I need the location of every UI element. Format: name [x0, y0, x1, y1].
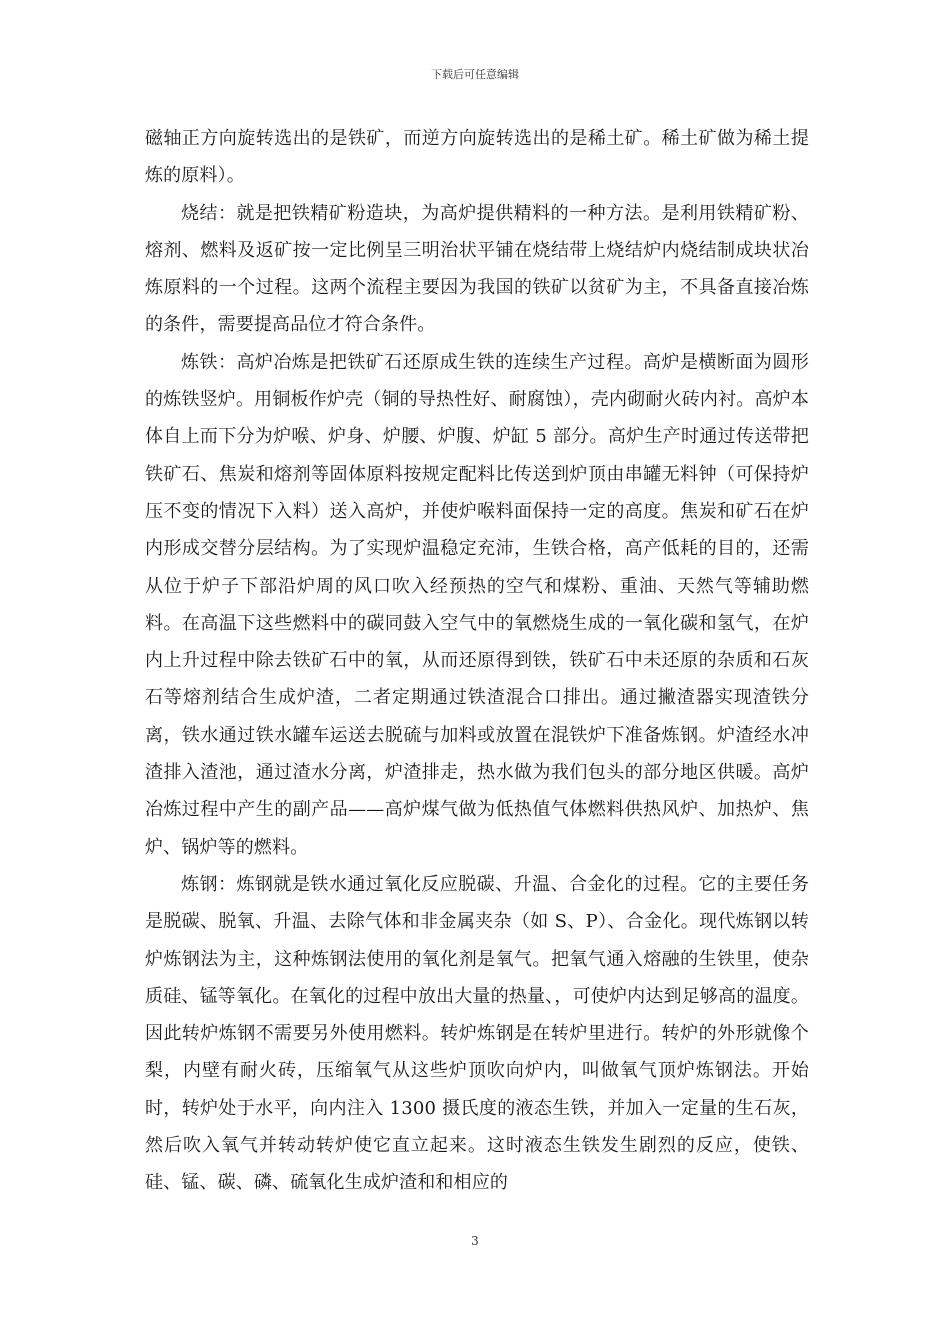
paragraph-sintering: 烧结：就是把铁精矿粉造块，为高炉提供精料的一种方法。是利用铁精矿粉、熔剂、燃料及返矿按一定比例呈三明治状平铺在烧结带上烧结炉内烧结制成块状冶炼原料的一个过程。这两个流程主要因为我国的铁矿以贫矿为主，不具备直接冶炼的条件，需要提高品位才符合条件。 [145, 202, 809, 336]
page-header: 下载后可任意编辑 [431, 68, 519, 81]
paragraph-steelmaking: 炼钢：炼钢就是铁水通过氧化反应脱碳、升温、合金化的过程。它的主要任务是脱碳、脱氧、升温、去除气体和非金属夹杂（如 S、P）、合金化。现代炼钢以转炉炼钢法为主，这种炼钢法使用的氧化剂是氧气。把氧气通入熔融的生铁里，使杂质硅、锰等氧化。在氧化的过程中放出大量的热量、，可使炉内达到足够高的温度。因此转炉炼钢不需要另外使用燃料。转炉炼钢是在转炉里进行。转炉的外形就像个梨，内壁有耐火砖，压缩氧气从这些炉顶吹向炉内，叫做氧气顶炉炼钢法。开始时，转炉处于水平，向内注入 1300 摄氏度的液态生铁，并加入一定量的生石灰，然后吹入氧气并转动转炉使它直立起来。这时液态生铁发生剧烈的反应，使铁、硅、锰、碳、磷、硫氧化生成炉渣和和相应的 [145, 873, 809, 1194]
paragraph-ironmaking: 炼铁：高炉冶炼是把铁矿石还原成生铁的连续生产过程。高炉是横断面为圆形的炼铁竖炉。用铜板作炉壳（铜的导热性好、耐腐蚀），壳内砌耐火砖内衬。高炉本体自上而下分为炉喉、炉身、炉腰、炉腹、炉缸 5 部分。高炉生产时通过传送带把铁矿石、焦炭和熔剂等固体原料按规定配料比传送到炉顶由串罐无料钟（可保持炉压不变的情况下入料）送入高炉，并使炉喉料面保持一定的高度。焦炭和矿石在炉内形成交替分层结构。为了实现炉温稳定充沛，生铁合格，高产低耗的目的，还需从位于炉子下部沿炉周的风口吹入经预热的空气和煤粉、重油、天然气等辅助燃料。在高温下这些燃料中的碳同鼓入空气中的氧燃烧生成的一氧化碳和氢气，在炉内上升过程中除去铁矿石中的氧，从而还原得到铁，铁矿石中未还原的杂质和石灰石等熔剂结合生成炉渣，二者定期通过铁渣混合口排出。通过撇渣器实现渣铁分离，铁水通过铁水罐车运送去脱硫与加料或放置在混铁炉下准备炼钢。炉渣经水冲渣排入渣池，通过渣水分离，炉渣排走，热水做为我们包头的部分地区供暖。高炉冶炼过程中产生的副产品——高炉煤气做为低热值气体燃料供热风炉、加热炉、焦炉、锅炉等的燃料。 [145, 351, 809, 858]
paragraph-continuation: 磁轴正方向旋转选出的是铁矿，而逆方向旋转选出的是稀土矿。稀土矿做为稀土提炼的原料）。 [145, 128, 809, 187]
page-number: 3 [471, 1234, 479, 1248]
document-body [145, 120, 809, 1202]
